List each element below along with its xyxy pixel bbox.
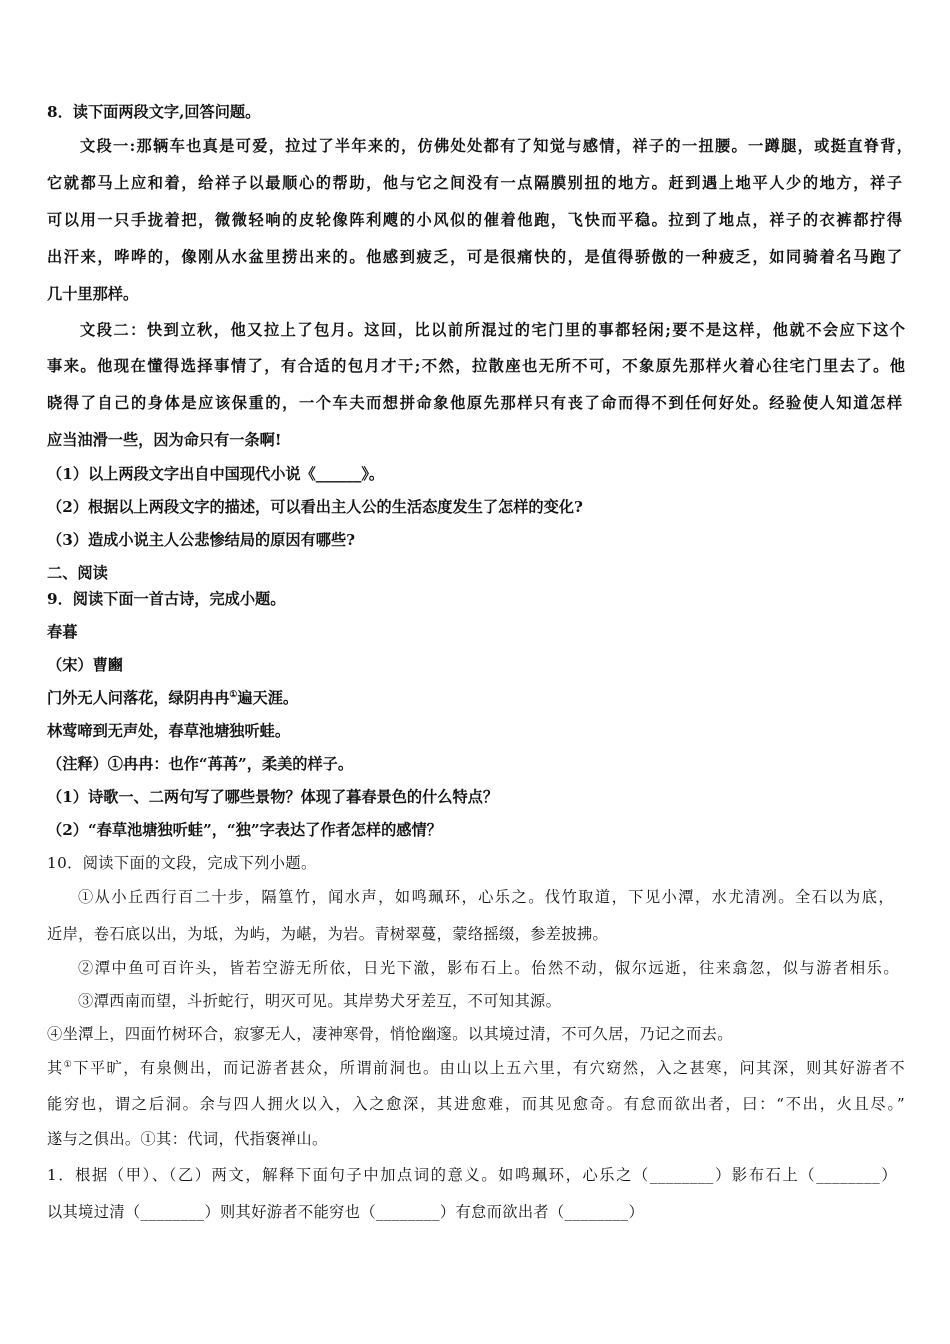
q9-sub1: （1）诗歌一、二两句写了哪些景物？体现了暮春景色的什么特点？ bbox=[47, 788, 499, 806]
q9-poem-title: 春暮 bbox=[47, 623, 78, 641]
q9-footnote-marker: ① bbox=[229, 689, 238, 700]
q10-p5-line1 bbox=[47, 1058, 905, 1078]
q8-para2-line3: 晓得了自己的身体是应该保重的，一个车夫而想拼命象他原先那样只有丧了命而得不到任何好处。经验使人知道怎样 bbox=[47, 394, 902, 412]
q8-sub3: （3）造成小说主人公悲惨结局的原因有哪些? bbox=[47, 531, 356, 549]
q10-p5-line2: 能穷也，谓之后洞。余与四人拥火以入，入之愈深，其进愈难，而其见愈奇。有怠而欲出者，曰：“不出，火且尽。” bbox=[47, 1095, 905, 1113]
q9-annotation: （注释）①冉冉：也作“苒苒”，柔美的样子。 bbox=[47, 755, 354, 773]
q9-poem-line1-a: 门外无人问落花，绿阴冉冉 bbox=[47, 689, 230, 707]
q10-p3: ③潭西南而望，斗折蛇行，明灭可见。其岸势犬牙差互，不可知其源。 bbox=[78, 992, 562, 1010]
q10-footnote-marker: ① bbox=[63, 1059, 74, 1070]
q10-p5-line1-text: 下平旷，有泉侧出，而记游者甚众，所谓前洞也。由山以上五六里，有穴窈然，入之甚寒，问其深，则其好游者不 bbox=[73, 1059, 906, 1077]
q10-sub1-line1: 1．根据（甲）、（乙）两文，解释下面句子中加点词的意义。如鸣珮环，心乐之（________）影布石上（________） bbox=[47, 1166, 897, 1184]
q8-para2-line2: 事来。他现在懂得选择事情了，有合适的包月才干;不然，拉散座也无所不可，不象原先那样火着心往宅门里去了。他 bbox=[47, 357, 905, 375]
q10-p1-line2: 近岸，卷石底以出，为坻，为屿，为嵁，为岩。青树翠蔓，蒙络摇缀，参差披拂。 bbox=[47, 925, 609, 943]
q8-para1-line3: 可以用一只手拢着把，微微轻响的皮轮像阵利飕的小风似的催着他跑，飞快而平稳。拉到了地点，祥子的衣裤都拧得 bbox=[47, 211, 902, 229]
q9-poem-line1 bbox=[47, 688, 298, 708]
q10-p5-start: 其 bbox=[47, 1059, 64, 1077]
q10-heading: 10．阅读下面的文段，完成下列小题。 bbox=[47, 854, 317, 872]
q8-para1-line2: 它就都马上应和着，给祥子以最顺心的帮助，他与它之间没有一点隔膜别扭的地方。赶到遇上地平人少的地方，祥子 bbox=[47, 174, 902, 192]
q8-para2-line1: 文段二：快到立秋，他又拉上了包月。这回，比以前所混过的宅门里的事都轻闲;要不是这样，他就不会应下这个 bbox=[80, 321, 905, 339]
q8-heading: 8．读下面两段文字,回答问题。 bbox=[47, 103, 261, 121]
q10-p2: ②潭中鱼可百许头，皆若空游无所依，日光下澈，影布石上。佁然不动，俶尔远逝，往来翕忽，似与游者相乐。 bbox=[78, 959, 899, 977]
q8-para1-line4: 出汗来，哗哗的，像刚从水盆里捞出来的。他感到疲乏，可是很痛快的，是值得骄傲的一种疲乏，如同骑着名马跑了 bbox=[47, 248, 902, 266]
q9-heading: 9．阅读下面一首古诗，完成小题。 bbox=[47, 590, 286, 608]
q10-p5-line3: 遂与之俱出。①其：代词，代指褒禅山。 bbox=[47, 1130, 328, 1148]
q9-poem-line1-b: 遍天涯。 bbox=[237, 689, 299, 707]
q10-p4: ④坐潭上，四面竹树环合，寂寥无人，凄神寒骨，悄怆幽邃。以其境过清，不可久居，乃记之而去。 bbox=[47, 1025, 733, 1043]
q9-sub2: （2）“春草池塘独听蛙”，“独”字表达了作者怎样的感情？ bbox=[47, 821, 442, 839]
q10-p1-line1: ①从小丘西行百二十步，隔篁竹，闻水声，如鸣珮环，心乐之。伐竹取道，下见小潭，水尤清冽。全石以为底， bbox=[78, 888, 894, 906]
q8-para1-line5: 几十里那样。 bbox=[47, 285, 139, 303]
q9-author: （宋）曹豳 bbox=[47, 656, 123, 674]
q10-sub1-line2: 以其境过清（________）则其好游者不能穷也（________）有怠而欲出者（________） bbox=[47, 1203, 645, 1221]
q8-para2-line4: 应当油滑一些，因为命只有一条啊! bbox=[47, 431, 282, 449]
q8-para1-line1: 文段一:那辆车也真是可爱，拉过了半年来的，仿佛处处都有了知觉与感情，祥子的一扭腰。一蹲腿，或挺直脊背， bbox=[80, 137, 912, 155]
q9-poem-line2: 林莺啼到无声处，春草池塘独听蛙。 bbox=[47, 722, 290, 740]
q8-sub1: （1）以上两段文字出自中国现代小说《______》。 bbox=[47, 465, 385, 483]
q8-sub2: （2）根据以上两段文字的描述，可以看出主人公的生活态度发生了怎样的变化? bbox=[47, 498, 583, 516]
section-title: 二、阅读 bbox=[47, 564, 108, 582]
